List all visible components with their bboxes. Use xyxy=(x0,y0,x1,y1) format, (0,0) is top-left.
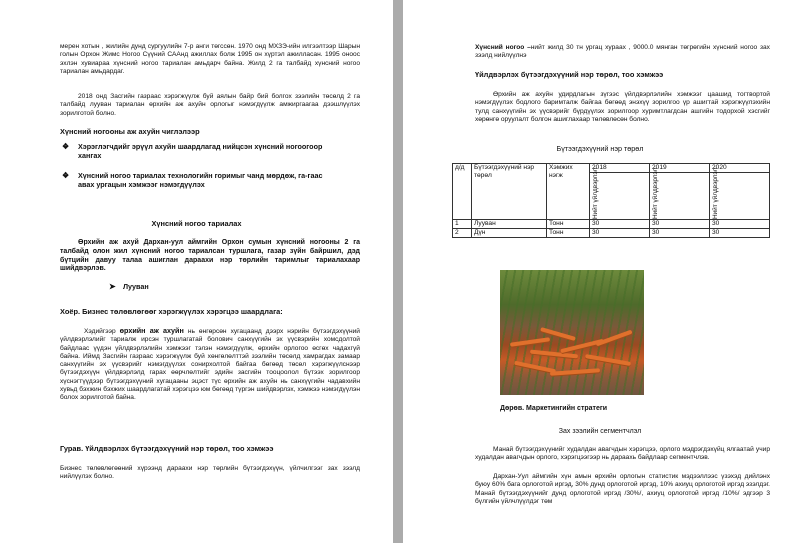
arrow-bullet-icon: ➤ xyxy=(109,282,116,291)
market-paragraph-1: Манай бүтээгдэхүүнийг худалдан авагчдын хэрэгцээ, орлого мэдрэгдэхүйц ялгаатай учир худалдан авагчдын орлого, хэрэгцээгээр нь дараахь байдлаар сегментчлэв. xyxy=(475,446,770,462)
document-page-1 xyxy=(0,0,393,543)
aims-heading: Хүнсний ногооны аж ахуйн чиглэлээр xyxy=(60,127,200,136)
output-summary: Хүнсний ногоо –нийт жилд 30 тн ургац хураах , 9000.0 мянган төгрөгийн хүнсний ногоо зах зээлд нийлүүлнэ xyxy=(475,44,770,60)
crop-item: ➤ Лууван xyxy=(109,282,149,291)
table-header-year: 2020 xyxy=(710,164,770,173)
section-intro: Өрхийн аж ахуй Дархан-уул аймгийн Орхон сумын хүнсний ногооны 2 га талбайд олон жил хүнсний ногоо тариалсан туршлага, газар зүйн байршил, дэд бүтцийн давуу талаа ашиглан дараахи нэр төрлийн таримлыг тариалахаар шийдвэрлэв. xyxy=(60,239,360,273)
intro-paragraph: мерен хотын , жилийн дунд сургуулийн 7-р анги төгссөн. 1970 онд МХЗЭ-ийн илгээлтээр Шарын голын Орхон Жимс Ногоо Сүүний СААнд ажиллах болж 1995 он хүртэл ажилласан. 1995 оноос эхлэн хувиараа хүнсний ногоо тариалан амьдарч байна. Жилд 2 га талбайд хүнсний ногоо тариалан амьдардаг. xyxy=(60,43,360,75)
diamond-bullet-icon: ❖ xyxy=(62,142,70,151)
part4-heading: Дөрөв. Маркетингийн стратеги xyxy=(500,405,608,412)
part2-paragraph: Хэдийгээр өрхийн аж ахуйн нь өнгөрсөн хугацаанд дээрх нэрийн бүтээгдэхүүний үйлдвэрлэлийг тариалж ирсэн туршлагатай болович санхүүгийн эх үүсвэрийн хомсдолтой байдлаас үүдэн үйлдвэрлэлийн хэмжээг тэлэн нэмэгдүүлж, өрхийн орлогоо өсгөх чадахгүй байна. Иймд Засгийн газраас хэрэгжүүлж буй хөнгөлөлттэй зээлийн төсөлд хамрагдах замаар санхүүгийн эх үүсвэрийг нэмэгдүүлэх сонирхолтой байгаа бөгөөд төсөл хэрэгжүүлснээр бүтээгдэхүүн үйлдвэрлэлд гарах өөрчлөлтийг эдийн засгийн тооцоолол бүтээх зорилгоор хүснэгтүүдээр бүтээгдэхүүний хугацааны эцэст түс өрхийн аж ахуйн нь санхүүгийн чадавхийн хувьд бэхжин бэхжих шаардлагатай хэрэгцээ юм бөгөөд түргэн шийдвэрлэх, хэмжээ нэмэгдүүлэн болох зорилготой байна. xyxy=(60,326,360,402)
carrot-shape xyxy=(550,368,600,375)
products-heading: Үйлдвэрлэх бүтээгдэхүүний нэр төрөл, тоо хэмжээ xyxy=(475,70,664,79)
part2-heading: Хоёр. Бизнес төлөвлөгөөг хэрэгжүүлэх хэрэгцээ шаардлага: xyxy=(60,307,283,316)
part3-heading: Гурав. Үйлдвэрлэх бүтээгдэхүүний нэр төрөл, тоо хэмжээ xyxy=(60,444,274,453)
table-subheader-cell: Нийт үйлдвэрлэл xyxy=(650,173,710,220)
aim-item: ❖ Хүнсний ногоо тариалах технологийн горимыг чанд мөрдөж, га-гаас авах ургацын хэмжээг нэмэгдүүлэх xyxy=(62,171,323,189)
table-subheader-cell: Нийт үйлдвэрлэл xyxy=(590,173,650,220)
table-header-year: 2019 xyxy=(650,164,710,173)
table-row: 2 Дүн Тонн 30 30 30 xyxy=(453,229,770,238)
table-header-year: 2018 xyxy=(590,164,650,173)
products-table xyxy=(452,163,770,238)
table-subheader-cell: Нийт үйлдвэрлэл xyxy=(710,173,770,220)
carrot-harvest-photo xyxy=(500,270,644,395)
carrot-shape xyxy=(510,337,550,347)
table-row: 1 Лууван Тонн 30 30 30 xyxy=(453,220,770,229)
section-title: Хүнсний ногоо тариалах xyxy=(151,219,242,228)
market-paragraph-2: Дархан-Уул аймгийн хүн амын өрхийн орлогын статистик мэдээллээс үзэхэд дийлэнх буюу 60% бага орлоготой иргэд, 30% дунд орлоготой иргэд, 10% ахиуц орлоготой иргэд эзэлдэг. Манай бүтээгдэхүүнийг дунд орлоготой иргэд /30%/, ахиуц орлоготой иргэд /10%/ эдгээр 3 бүлгийн үйлчлүүлдэг төм xyxy=(475,473,770,505)
carrot-shape xyxy=(585,354,631,366)
table-header-row xyxy=(453,164,770,173)
intro-paragraph-2: 2018 онд Засгийн газраас хэрэгжүүлж буй аялын байр бий болгох зээлийн төсөлд 2 га талбайд лууван тариалан өрхийн аж ахуйн орлогыг нэмэгдүүлж амжиргаагаа дээшлүүлэх зорилготой болно. xyxy=(60,93,360,117)
products-paragraph: Өрхийн аж ахуйн удирдлагын зүгээс үйлдвэрлэлийн хэмжээг цаашид тогтвортой нэмэгдүүлэх бодлого баримталж байгаа бөгөөд энэхүү зорилгоо үр ашигтай хэрэгжүүлэхийн тулд санхүүгийн эх үүсвэрийг бүрдүүлэх зорилгоор хуримтлагдсан ашгийн тодорхой хэсгийг хөрөнгө оруулалт болгон ашиглахаар төлөвлөсөн болно. xyxy=(475,91,770,123)
document-page-2 xyxy=(403,0,797,543)
carrot-shape xyxy=(530,350,578,359)
part3-paragraph: Бизнес төлөвлөгөөний хүрээнд дараахи нэр төрлийн бүтээгдэхүүн, үйлчилгээг зах зээлд нийлүүлэх болно. xyxy=(60,465,360,481)
table-header-cell: Хэмжих нэгж xyxy=(547,164,590,220)
table-header-cell: д/д xyxy=(453,164,472,220)
aim-item: ❖ Хэрэглэгчдийг эрүүл ахуйн шаардлагад нийцсэн хүнсний ногоогоор хангах xyxy=(62,142,323,160)
table-caption: Бүтээгдэхүүний нэр төрөл xyxy=(556,144,644,153)
diamond-bullet-icon: ❖ xyxy=(62,171,70,180)
market-title: Зах зээлийн сегментчлэл xyxy=(558,428,642,435)
table-header-cell: Бүтээгдэхүүний нэр төрөл xyxy=(472,164,547,220)
